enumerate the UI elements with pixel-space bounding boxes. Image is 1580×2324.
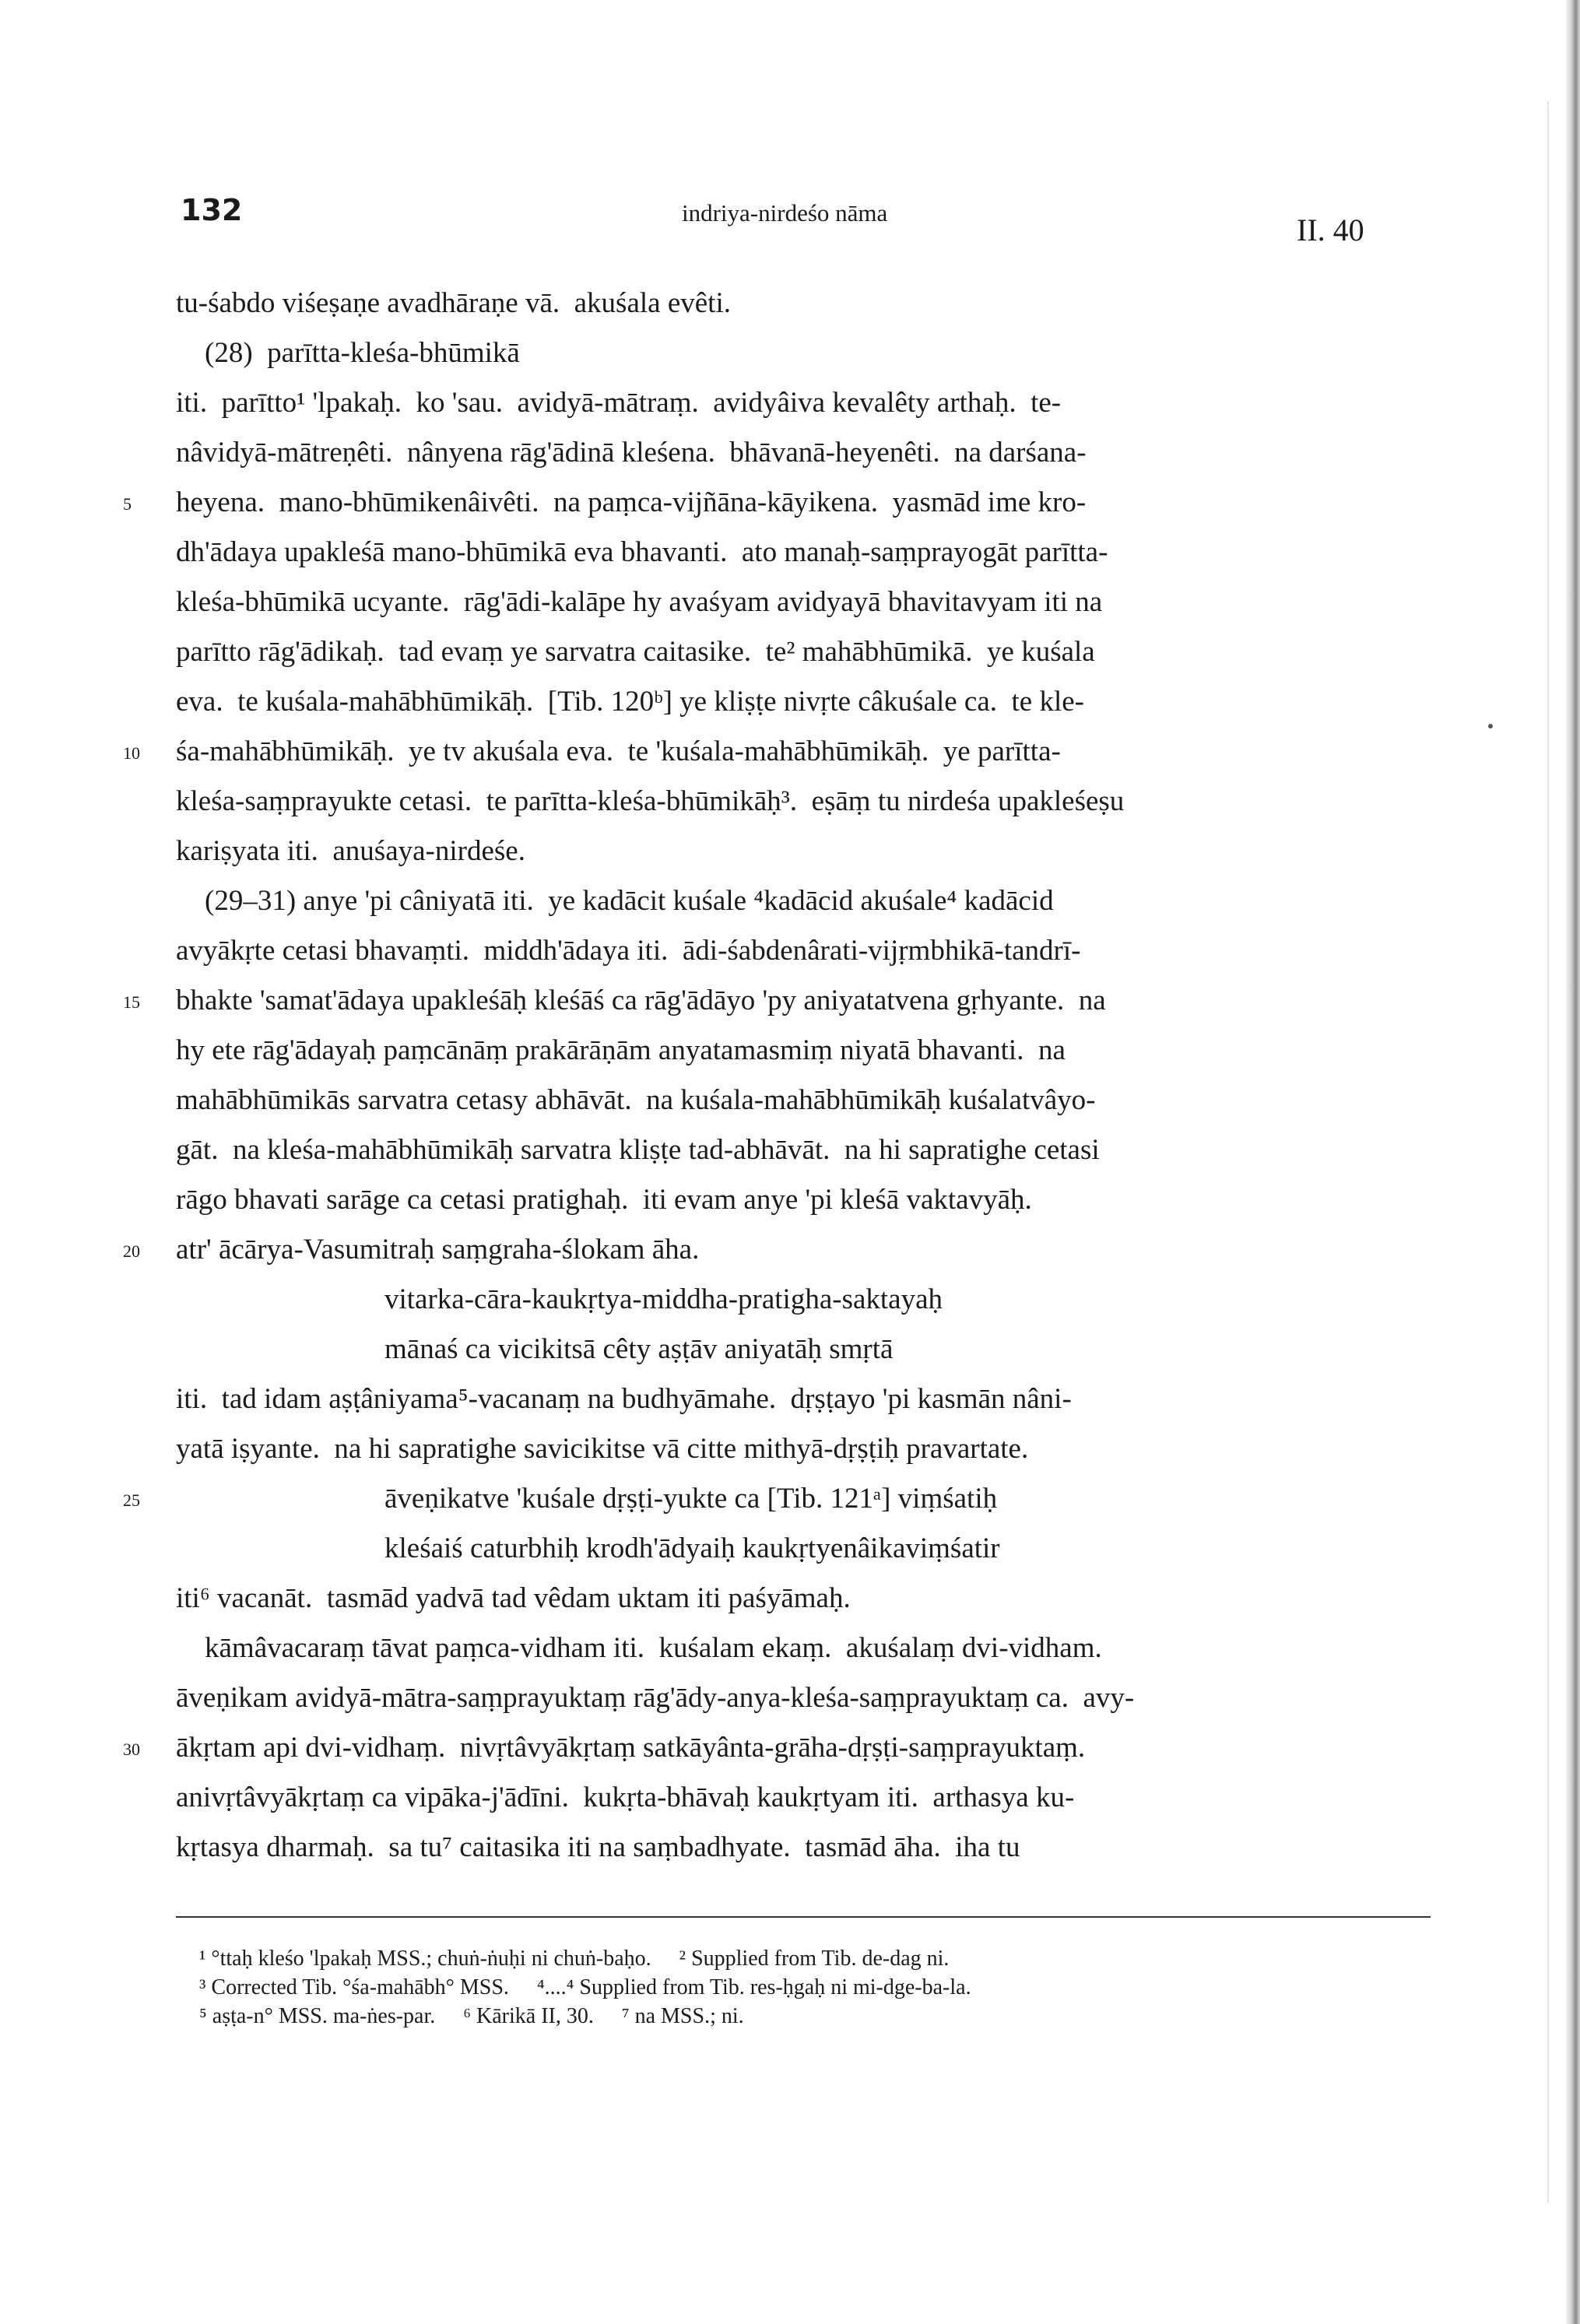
text-line [176, 1125, 1429, 1175]
footnote: ³ Corrected Tib. °śa-mahābh° MSS. [199, 1975, 509, 1999]
footnote-row [199, 2002, 999, 2031]
text-line [176, 1374, 1429, 1424]
section-number: II. 40 [1297, 212, 1364, 247]
line-text: dh'ādaya upakleśā mano-bhūmikā eva bhavanti. ato manaḥ-saṃprayogāt parītta- [176, 536, 1108, 568]
line-number: 5 [123, 494, 132, 514]
line-text: hy ete rāg'ādayaḥ paṃcānāṃ prakārāṇām anyatamasmiṃ niyatā bhavanti. na [176, 1034, 1066, 1066]
line-number: 30 [123, 1739, 140, 1759]
line-text: kariṣyata iti. anuśaya-nirdeśe. [176, 835, 525, 867]
footnote-row [199, 1944, 999, 1973]
line-text: kleśaiś caturbhiḥ krodh'ādyaiḥ kaukṛtyenâikaviṃśatir [384, 1532, 1000, 1564]
line-text: gāt. na kleśa-mahābhūmikāḥ sarvatra kliṣṭe tad-abhāvāt. na hi sapratighe cetasi [176, 1134, 1100, 1166]
line-text: ākṛtam api dvi-vidhaṃ. nivṛtâvyākṛtaṃ satkāyânta-grāha-dṛṣṭi-saṃprayuktaṃ. [176, 1732, 1086, 1764]
text-line [123, 727, 1429, 777]
line-text: kṛtasya dharmaḥ. sa tu⁷ caitasika iti na saṃbadhyate. tasmād āha. iha tu [176, 1831, 1020, 1863]
text-line [176, 1773, 1429, 1823]
text-line [176, 1026, 1429, 1076]
text-line [176, 1624, 1429, 1673]
text-line [176, 1673, 1429, 1723]
line-number: 10 [123, 743, 140, 763]
footnote-rule [176, 1916, 1431, 1918]
text-line [176, 627, 1429, 677]
line-text: kāmâvacaraṃ tāvat paṃca-vidham iti. kuśalam ekaṃ. akuśalaṃ dvi-vidham. [176, 1632, 1102, 1664]
footnote: ⁴....⁴ Supplied from Tib. res-ḥgaḥ ni mi-dge-ba-la. [536, 1975, 971, 1999]
text-line [176, 1076, 1429, 1125]
main-text [123, 279, 1429, 1873]
line-text: bhakte 'samat'ādaya upakleśāḥ kleśāś ca rāg'ādāyo 'py aniyatatvena gṛhyante. na [176, 985, 1106, 1016]
text-line [176, 328, 1429, 378]
text-line [123, 976, 1429, 1026]
footnote: ² Supplied from Tib. de-dag ni. [679, 1947, 950, 1971]
text-line [176, 926, 1429, 976]
line-text: (29–31) anye 'pi câniyatā iti. ye kadācit kuśale ⁴kadācid akuśale⁴ kadācid [176, 885, 1054, 917]
text-line [176, 1325, 1429, 1374]
line-text: iti⁶ vacanāt. tasmād yadvā tad vêdam uktam iti paśyāmaḥ. [176, 1582, 851, 1614]
footnote: ⁷ na MSS.; ni. [621, 2004, 744, 2028]
footnote: ⁶ Kārikā II, 30. [463, 2004, 594, 2028]
line-text: āveṇikatve 'kuśale dṛṣṭi-yukte ca [Tib. 121ᵃ] viṃśatiḥ [384, 1483, 998, 1515]
text-line [176, 1823, 1429, 1873]
text-line [176, 677, 1429, 727]
text-line [123, 1474, 1429, 1524]
line-text: iti. tad idam aṣṭâniyama⁵-vacanaṃ na budhyāmahe. dṛṣṭayo 'pi kasmān nâni- [176, 1383, 1072, 1415]
line-text: kleśa-bhūmikā ucyante. rāg'ādi-kalāpe hy avaśyam avidyayā bhavitavyam iti na [176, 586, 1103, 618]
line-text: vitarka-cāra-kaukṛtya-middha-pratigha-saktayaḥ [384, 1283, 943, 1315]
text-line [176, 378, 1429, 428]
line-text: nâvidyā-mātreṇêti. nânyena rāg'ādinā kleśena. bhāvanā-heyenêti. na darśana- [176, 437, 1087, 469]
line-text: rāgo bhavati sarāge ca cetasi pratighaḥ. iti evam anye 'pi kleśā vaktavyāḥ. [176, 1184, 1032, 1216]
footnote: ¹ °ttaḥ kleśo 'lpakaḥ MSS.; chuṅ-ṅuḥi ni chuṅ-baḥo. [199, 1947, 651, 1971]
ink-speck [1488, 724, 1493, 728]
footnote-row [199, 1973, 999, 2002]
text-line [123, 1225, 1429, 1275]
text-line [176, 1524, 1429, 1574]
line-text: mānaś ca vicikitsā cêty aṣṭāv aniyatāḥ smṛtā [384, 1333, 894, 1365]
footnote: ⁵ aṣṭa-n° MSS. ma-ṅes-par. [199, 2004, 436, 2028]
text-line [176, 577, 1429, 627]
text-line [176, 428, 1429, 478]
text-line [176, 777, 1429, 827]
line-text: yatā iṣyante. na hi sapratighe savicikitse vā citte mithyā-dṛṣṭiḥ pravartate. [176, 1433, 1029, 1465]
line-text: mahābhūmikās sarvatra cetasy abhāvāt. na kuśala-mahābhūmikāḥ kuśalatvâyo- [176, 1084, 1096, 1116]
line-text: āveṇikam avidyā-mātra-saṃprayuktaṃ rāg'ādy-anya-kleśa-saṃprayuktaṃ ca. avy- [176, 1682, 1135, 1714]
page-number: 132 [181, 193, 243, 227]
line-number: 20 [123, 1241, 140, 1261]
line-text: atr' ācārya-Vasumitraḥ saṃgraha-ślokam āha. [176, 1234, 700, 1266]
text-line [123, 1723, 1429, 1773]
text-line [176, 876, 1429, 926]
line-text: parītto rāg'ādikaḥ. tad evaṃ ye sarvatra caitasike. te² mahābhūmikā. ye kuśala [176, 636, 1095, 668]
text-line [176, 279, 1429, 328]
page-binding-edge [1566, 0, 1580, 2324]
line-text: avyākṛte cetasi bhavaṃti. middh'ādaya iti. ādi-śabdenârati-vijṛmbhikā-tandrī- [176, 935, 1081, 967]
line-text: iti. parītto¹ 'lpakaḥ. ko 'sau. avidyā-mātraṃ. avidyâiva kevalêty arthaḥ. te- [176, 387, 1062, 419]
page-shadow-line [1547, 101, 1549, 2203]
text-line [176, 1175, 1429, 1225]
text-line [123, 478, 1429, 528]
text-line [176, 1275, 1429, 1325]
line-text: eva. te kuśala-mahābhūmikāḥ. [Tib. 120ᵇ] ye kliṣṭe nivṛte câkuśale ca. te kle- [176, 686, 1084, 718]
line-text: anivṛtâvyākṛtaṃ ca vipāka-j'ādīni. kukṛta-bhāvaḥ kaukṛtyam iti. arthasya ku- [176, 1782, 1075, 1813]
line-text: śa-mahābhūmikāḥ. ye tv akuśala eva. te 'kuśala-mahābhūmikāḥ. ye parītta- [176, 735, 1061, 767]
running-title: indriya-nirdeśo nāma [682, 199, 888, 226]
text-line [176, 1424, 1429, 1474]
text-line [176, 528, 1429, 577]
line-text: tu-śabdo viśeṣaṇe avadhāraṇe vā. akuśala evêti. [176, 287, 731, 319]
line-text: kleśa-saṃprayukte cetasi. te parītta-kleśa-bhūmikāḥ³. eṣāṃ tu nirdeśa upakleśeṣu [176, 785, 1125, 817]
text-line [176, 827, 1429, 876]
line-text: heyena. mano-bhūmikenâivêti. na paṃca-vijñāna-kāyikena. yasmād ime kro- [176, 486, 1087, 518]
line-number: 25 [123, 1490, 140, 1510]
line-text: (28) parītta-kleśa-bhūmikā [176, 337, 520, 369]
line-number: 15 [123, 992, 140, 1012]
footnotes [199, 1944, 999, 2031]
text-line [176, 1574, 1429, 1624]
